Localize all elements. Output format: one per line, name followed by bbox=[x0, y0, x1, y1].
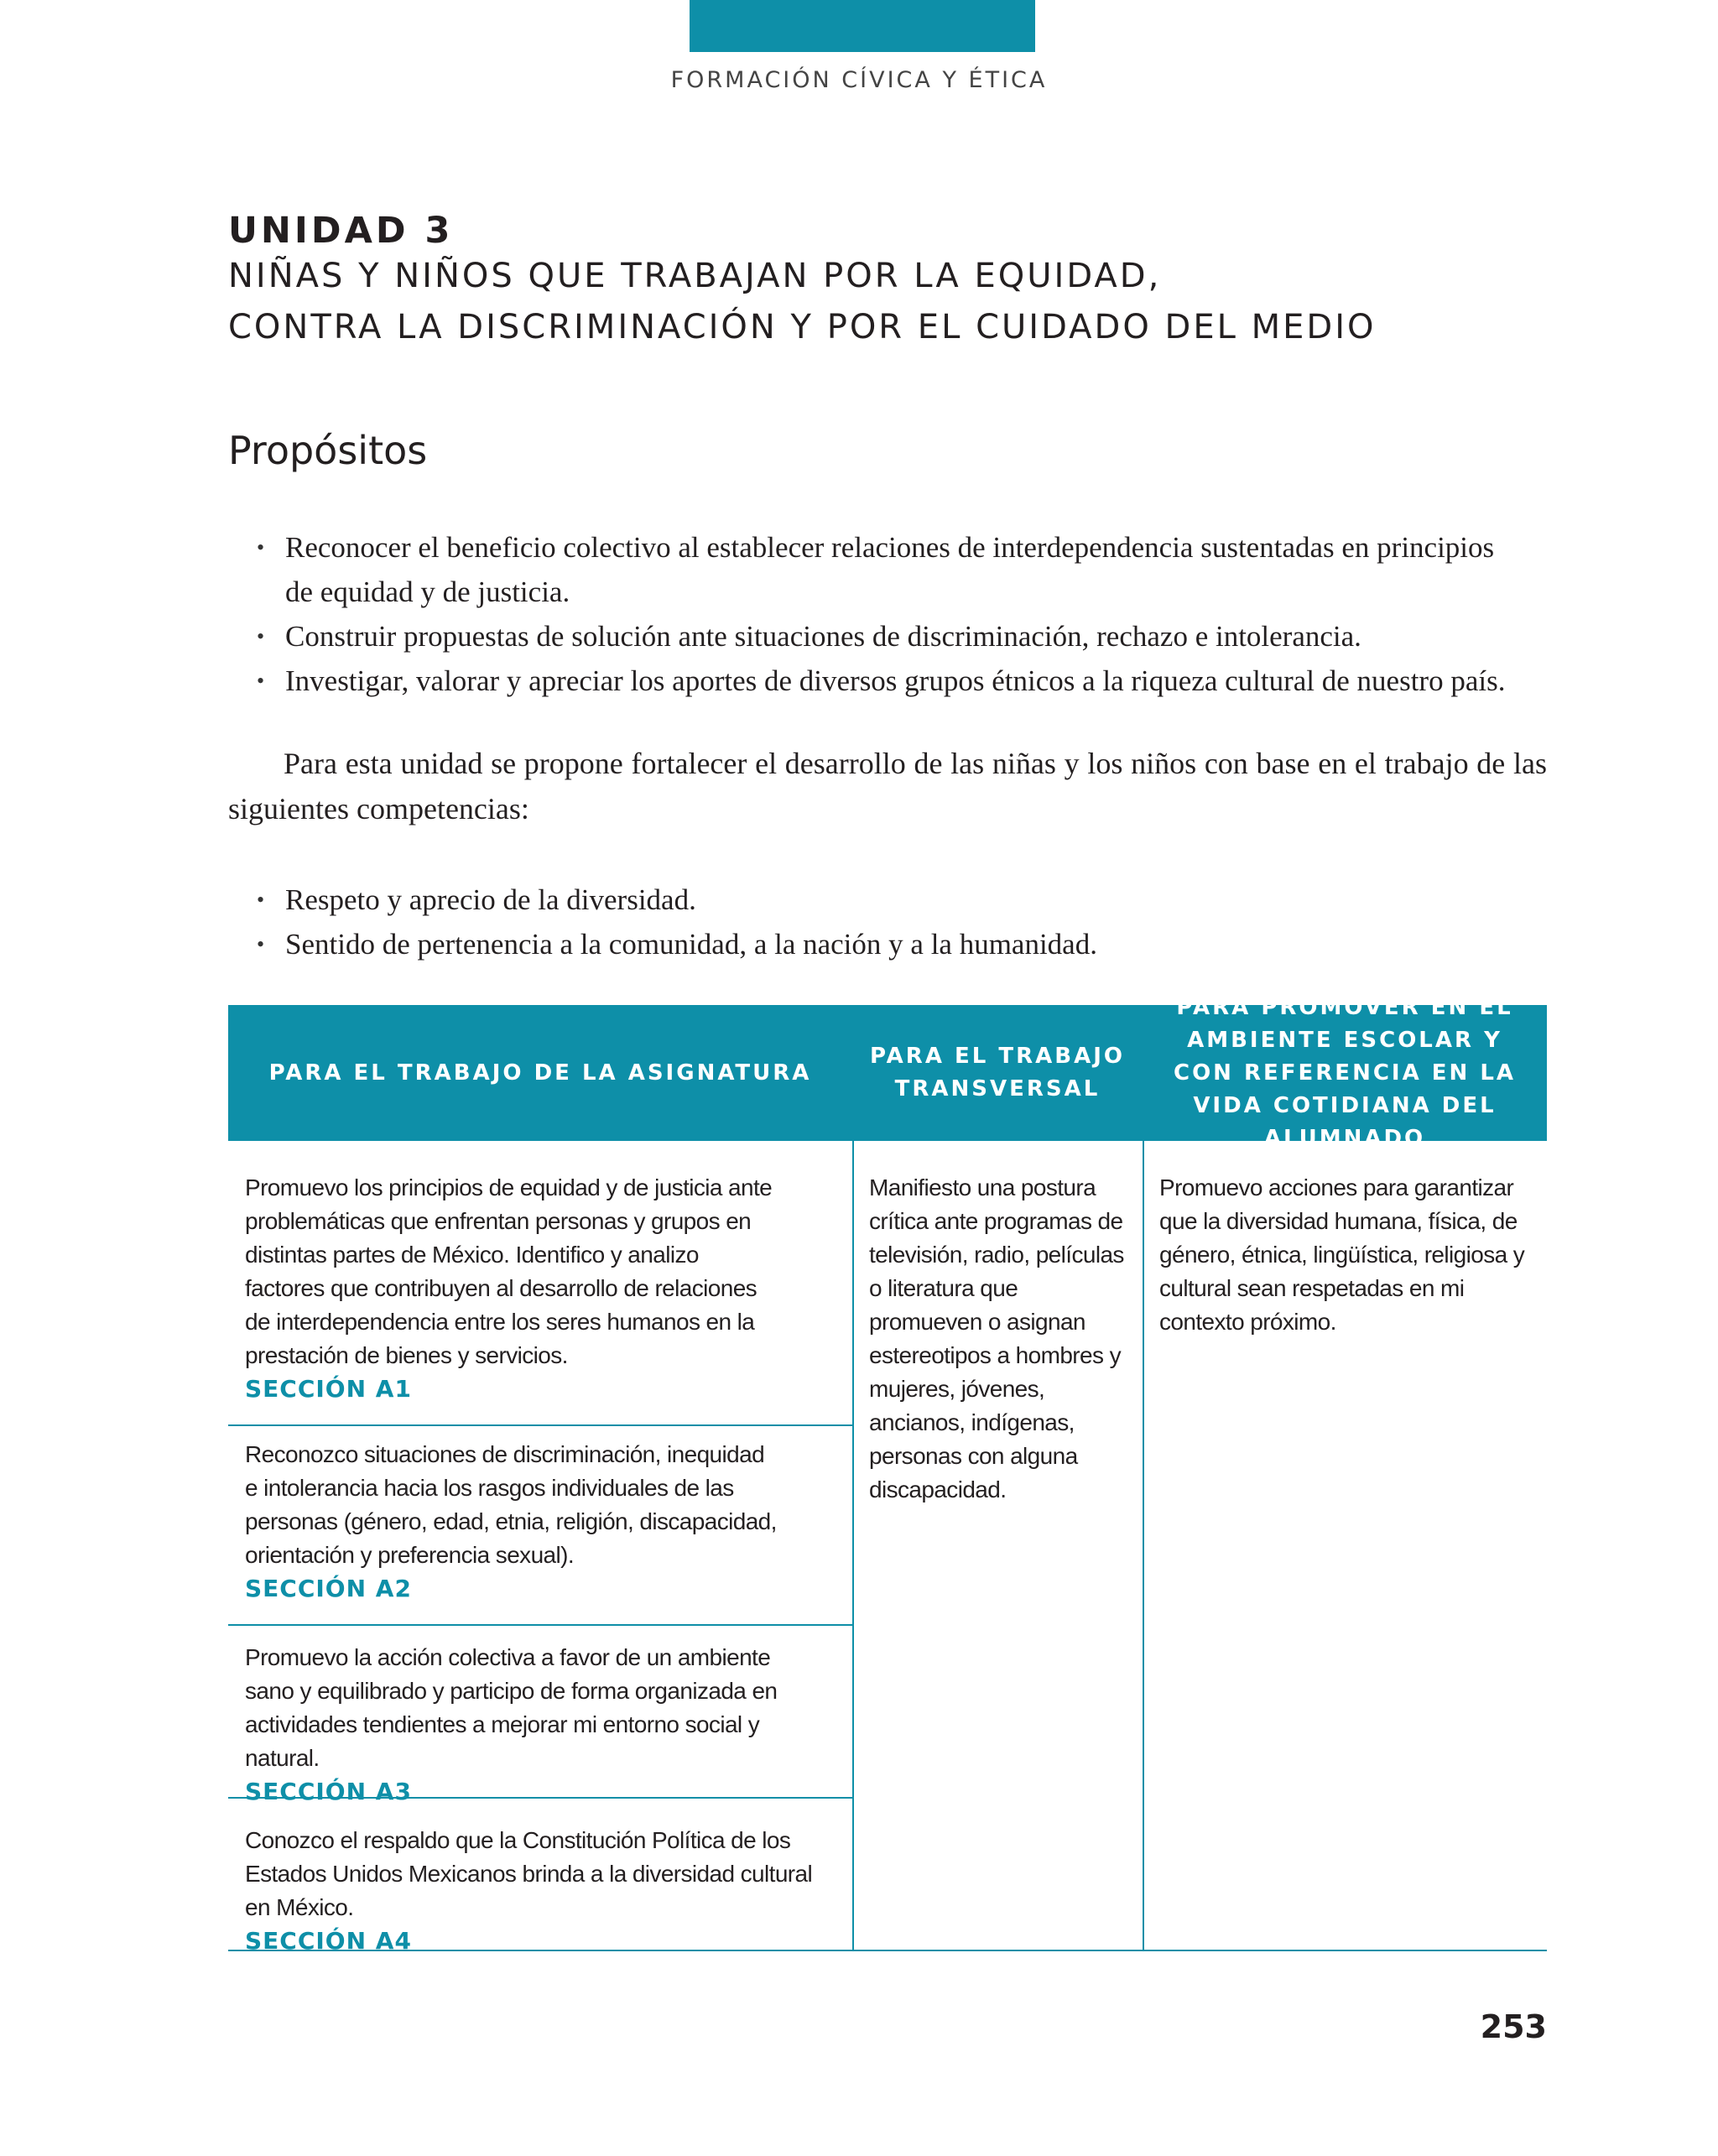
unit-label: UNIDAD 3 bbox=[228, 210, 454, 252]
row-divider bbox=[228, 1424, 852, 1426]
competencies-table bbox=[228, 994, 1547, 1955]
unit-heading bbox=[228, 210, 1377, 354]
section-label: SECCIÓN A4 bbox=[245, 1927, 412, 1955]
running-header: FORMACIÓN CÍVICA Y ÉTICA bbox=[670, 67, 1048, 93]
unit-title-line-1: NIÑAS Y NIÑOS QUE TRABAJAN POR LA EQUIDAD, bbox=[228, 257, 1162, 295]
section-label: SECCIÓN A2 bbox=[245, 1575, 412, 1602]
column-divider bbox=[852, 1005, 854, 1951]
page-number: 253 bbox=[1480, 2008, 1547, 2045]
section-text: Promuevo los principios de equidad y de justicia ante problemáticas que enfrentan personas y grupos en distintas partes de México. Identifico y analizo factores que contribuyen al desarrollo de relaciones de interdependencia entre los seres humanos en la prestación de bienes y servicios. bbox=[245, 1174, 773, 1368]
table-cell-school: Promuevo acciones para garantizar que la diversidad humana, física, de género, étnica, lingüística, religiosa y cultural sean respetadas en mi contexto próximo. bbox=[1159, 1174, 1525, 1335]
section-label: SECCIÓN A1 bbox=[245, 1375, 412, 1403]
purposes-list bbox=[257, 525, 1515, 703]
unit-title-line-2: CONTRA LA DISCRIMINACIÓN Y POR EL CUIDADO DEL MEDIO bbox=[228, 308, 1377, 346]
table-cell-section-a4 bbox=[245, 1824, 841, 1958]
header-color-tab bbox=[690, 0, 1035, 52]
table-cell-section-a3 bbox=[245, 1641, 824, 1809]
purpose-item: • Reconocer el beneficio colectivo al establecer relaciones de interdependencia sustentadas en principios de equidad y de justicia. bbox=[257, 525, 1515, 614]
column-header-subject: PARA EL TRABAJO DE LA ASIGNATURA bbox=[268, 1060, 812, 1086]
section-text: Promuevo la acción colectiva a favor de un ambiente sano y equilibrado y participo de forma organizada en actividades tendientes a mejorar mi entorno social y natural. bbox=[245, 1644, 778, 1771]
table-cell-transversal: Manifiesto una postura crítica ante programas de televisión, radio, películas o literatura que promueven o asignan estereotipos a hombres y mujeres, jóvenes, ancianos, indígenas, personas con alguna discapacidad. bbox=[869, 1174, 1124, 1502]
column-header-school: PARA PROMOVER EN EL AMBIENTE ESCOLAR Y CON REFERENCIA EN LA VIDA COTIDIANA DEL ALUMNADO bbox=[1173, 994, 1517, 1151]
table-cell-section-a2 bbox=[245, 1438, 782, 1606]
column-divider bbox=[1143, 1005, 1144, 1951]
section-text: Reconozco situaciones de discriminación, inequidad e intolerancia hacia los rasgos individuales de las personas (género, edad, etnia, religión, discapacidad, orientación y preferencia sexual). bbox=[245, 1441, 777, 1568]
competency-item: • Sentido de pertenencia a la comunidad, a la nación y a la humanidad. bbox=[257, 922, 1515, 966]
row-divider bbox=[228, 1624, 852, 1626]
purposes-heading: Propósitos bbox=[228, 428, 428, 473]
section-text: Conozco el respaldo que la Constitución Política de los Estados Unidos Mexicanos brinda a la diversidad cultural en México. bbox=[245, 1827, 813, 1920]
column-header-transversal: PARA EL TRABAJO TRANSVERSAL bbox=[870, 1044, 1125, 1101]
table-cell-section-a1 bbox=[245, 1171, 782, 1406]
purpose-item: • Investigar, valorar y apreciar los aportes de diversos grupos étnicos a la riqueza cultural de nuestro país. bbox=[257, 659, 1515, 703]
section-label: SECCIÓN A3 bbox=[245, 1778, 412, 1805]
intro-paragraph: Para esta unidad se propone fortalecer el desarrollo de las niñas y los niños con base en el trabajo de las siguientes competencias: bbox=[228, 747, 1547, 825]
competencies-list bbox=[257, 878, 1515, 966]
purpose-item: • Construir propuestas de solución ante situaciones de discriminación, rechazo e intolerancia. bbox=[257, 614, 1515, 659]
competency-item: • Respeto y aprecio de la diversidad. bbox=[257, 878, 1515, 922]
